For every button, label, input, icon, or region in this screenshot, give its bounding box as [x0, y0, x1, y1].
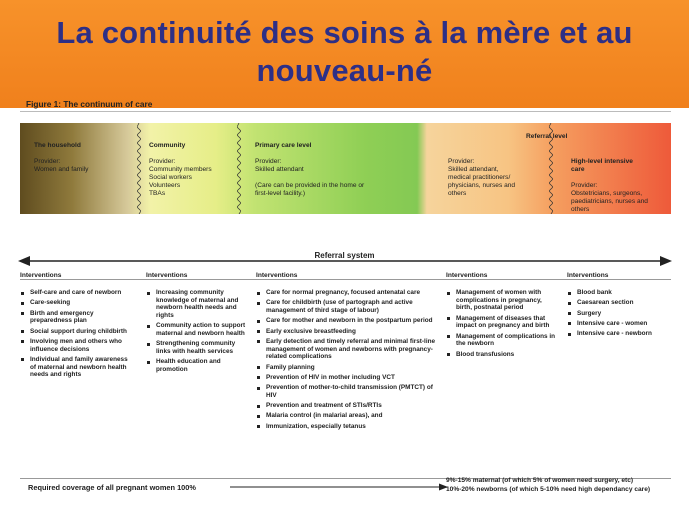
segment-body: Provider: Women and family [34, 158, 89, 173]
slide-title: La continuité des soins à la mère et au nouveau-né [56, 15, 633, 88]
segment-heading: The household [34, 142, 81, 149]
column-heading: Interventions [146, 272, 188, 279]
list-item: Care for mother and newborn in the postpartum period [256, 317, 438, 325]
list-item: Care for normal pregnancy, focused antenatal care [256, 289, 438, 297]
list-item: Prevention of mother-to-child transmission (PMTCT) of HIV [256, 384, 438, 399]
intervention-list [256, 289, 438, 430]
list-item: Self-care and care of newborn [20, 289, 132, 297]
referral-level-label: Referral level [526, 133, 568, 140]
list-item: Social support during childbirth [20, 328, 132, 336]
figure-title-rule [20, 111, 671, 112]
segment-heading: High-level intensive care [571, 158, 633, 173]
list-item: Blood transfusions [446, 351, 558, 359]
list-item: Involving men and others who influence decisions [20, 338, 132, 353]
interventions-primary-care [256, 272, 438, 433]
intervention-list [446, 289, 558, 358]
list-item: Malaria control (in malarial areas), and [256, 412, 438, 420]
referral-system-arrow [18, 253, 672, 269]
list-item: Early exclusive breastfeeding [256, 328, 438, 336]
segment-household [34, 134, 88, 182]
list-item: Individual and family awareness of maternal and newborn health needs and rights [20, 356, 132, 379]
list-item: Intensive care - newborn [567, 330, 671, 338]
figure-title: Figure 1: The continuum of care [26, 99, 153, 109]
column-heading: Interventions [20, 272, 62, 279]
list-item: Increasing community knowledge of maternal and newborn health needs and rights [146, 289, 246, 320]
interventions-household [20, 272, 132, 382]
segment-high-level-care [571, 150, 648, 222]
referral-system-label: Referral system [314, 251, 375, 260]
interventions-high-level-care [567, 272, 671, 340]
coverage-newborn: 10%-20% newborns (of which 5-10% need high dependancy care) [446, 486, 651, 493]
list-item: Care-seeking [20, 299, 132, 307]
list-item: Community action to support maternal and newborn health [146, 322, 246, 337]
coverage-arrow [230, 482, 448, 492]
separator-zigzag [237, 123, 241, 214]
segment-body: Provider: Community members Social workers Volunteers TBAs [149, 158, 212, 197]
intervention-list [146, 289, 246, 374]
coverage-all-women: Required coverage of all pregnant women 100% [28, 483, 196, 492]
segment-heading: Primary care level [255, 142, 312, 149]
list-item: Blood bank [567, 289, 671, 297]
segment-primary-care [255, 134, 364, 206]
intervention-list [20, 289, 132, 379]
list-item: Surgery [567, 310, 671, 318]
list-item: Prevention and treatment of STIs/RTIs [256, 402, 438, 410]
list-item: Management of women with complications in pregnancy, birth, postnatal period [446, 289, 558, 312]
segment-community [149, 134, 212, 206]
coverage-maternal: 9%-15% maternal (of which 5% of women need surgery, etc) [446, 477, 634, 484]
list-item: Birth and emergency preparedness plan [20, 310, 132, 325]
intervention-list [567, 289, 671, 338]
segment-body: Provider: Skilled attendant (Care can be provided in the home or first-level facility.) [255, 158, 365, 197]
coverage-referral [446, 476, 650, 494]
segment-body: Provider: Skilled attendant, medical practitioners/ physicians, nurses and others [448, 158, 516, 197]
list-item: Early detection and timely referral and minimal first-line management of women and newborns with pregnancy-related complications [256, 338, 438, 361]
segment-heading: Community [149, 142, 186, 149]
list-item: Management of diseases that impact on pregnancy and birth [446, 315, 558, 330]
separator-zigzag [137, 123, 141, 214]
column-heading: Interventions [567, 272, 609, 279]
list-item: Strengthening community links with health services [146, 340, 246, 355]
list-item: Management of complications in the newborn [446, 333, 558, 348]
segment-body: Provider: Obstetricians, surgeons, paediatricians, nurses and others [571, 182, 648, 213]
list-item: Health education and promotion [146, 358, 246, 373]
list-item: Caesarean section [567, 299, 671, 307]
list-item: Family planning [256, 364, 438, 372]
list-item: Intensive care - women [567, 320, 671, 328]
interventions-community [146, 272, 246, 376]
column-heading: Interventions [446, 272, 488, 279]
interventions-referral [446, 272, 558, 361]
list-item: Prevention of HIV in mother including VCT [256, 374, 438, 382]
list-item: Care for childbirth (use of partograph and active management of third stage of labour) [256, 299, 438, 314]
list-item: Immunization, especially tetanus [256, 423, 438, 431]
column-heading: Interventions [256, 272, 298, 279]
segment-referral [448, 150, 515, 206]
